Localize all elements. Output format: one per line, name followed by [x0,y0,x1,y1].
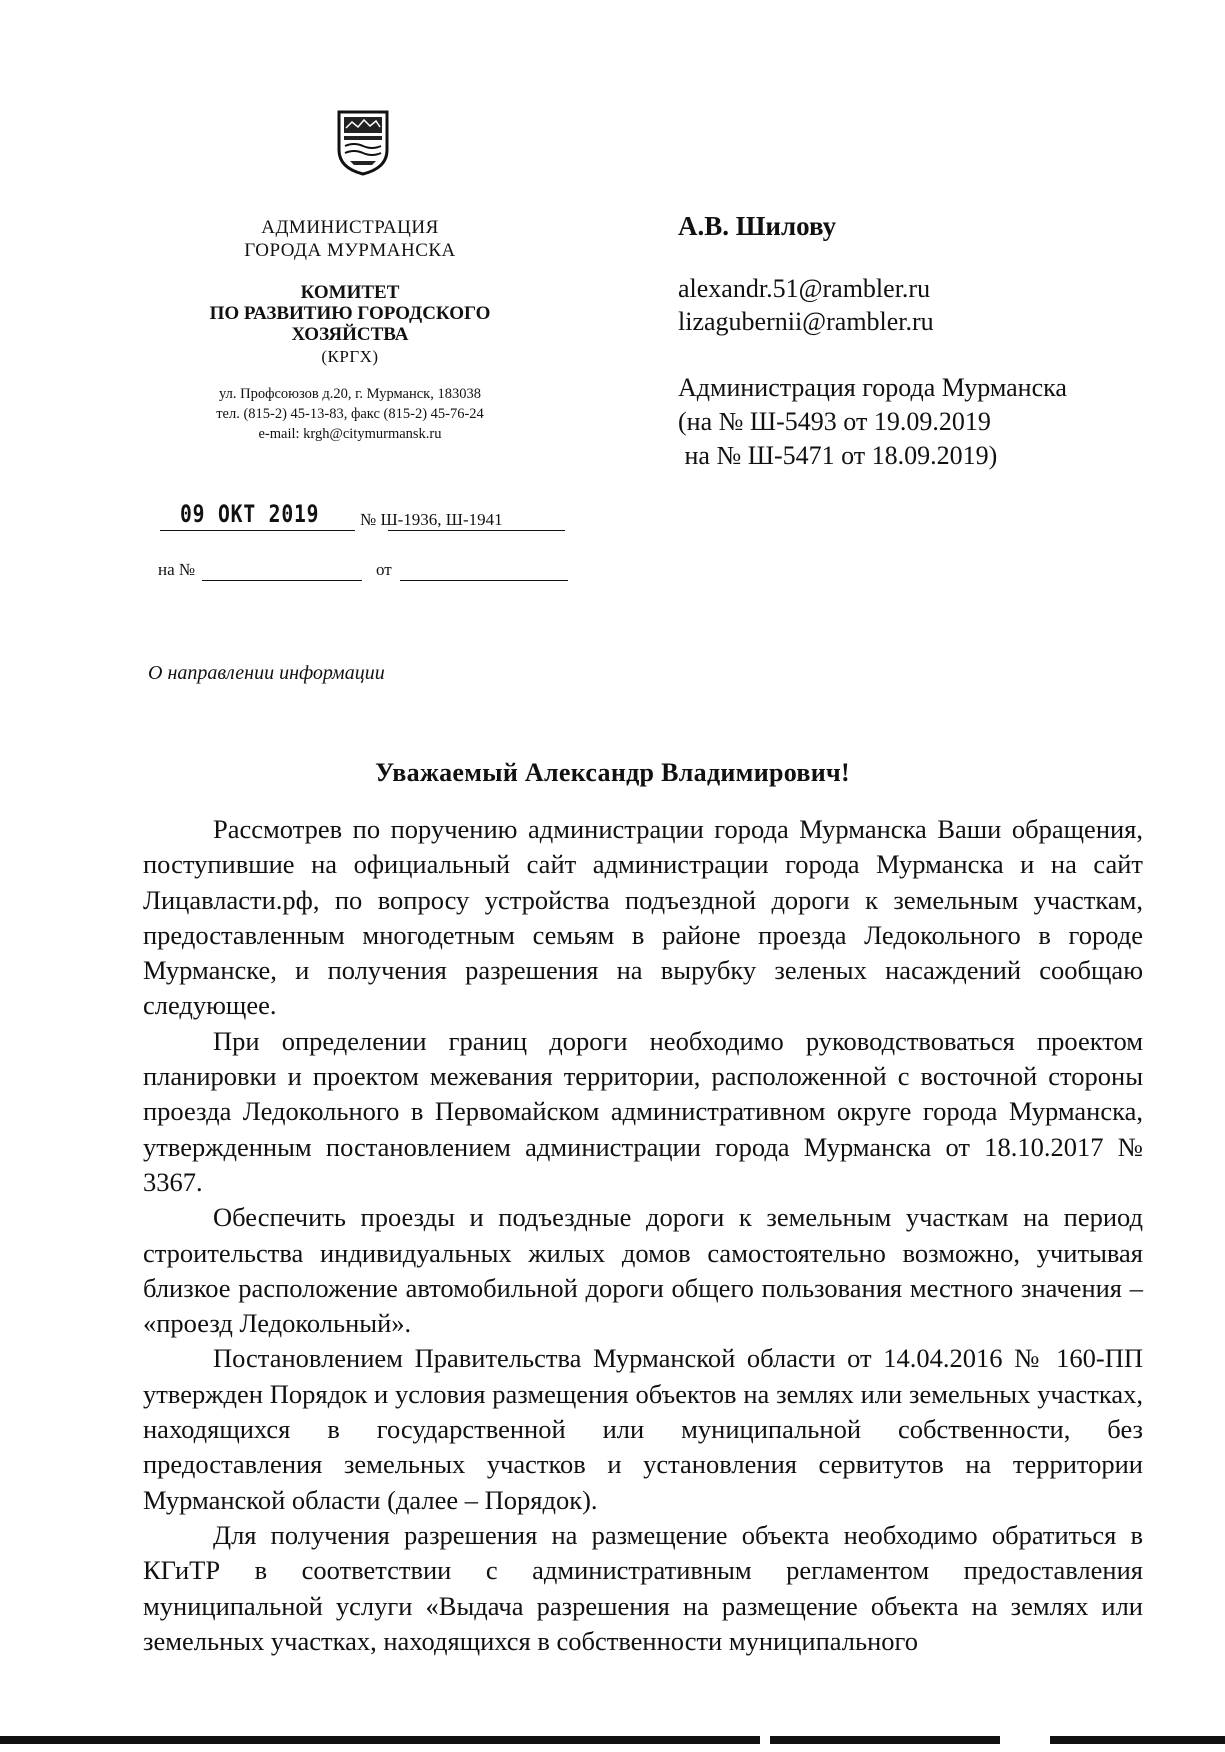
recipient-reference-1: (на № Ш-5493 от 19.09.2019 [678,407,991,436]
committee-abbreviation: (КРГХ) [321,347,379,366]
coat-of-arms-icon [336,106,390,176]
reference-number-label: на № [158,560,196,579]
reference-number-blank [202,580,362,581]
scan-edge-line [770,1736,1000,1744]
recipient-email-2: lizagubernii@rambler.ru [678,307,934,336]
body-paragraph: При определении границ дороги необходимо руководствоваться проектом планировки и проектом межевания территории, расположенной с восточной стороны проезда Ледокольного в Первомайском административном округе города Мурманска, утвержденным постановлением администрации города Мурманска от 18.10.2017 № 3367. [143,1025,1143,1197]
recipient-organization: Администрация города Мурманска [678,373,1067,402]
admin-line-1: АДМИНИСТРАЦИЯ [261,217,439,238]
committee-line-3: ХОЗЯЙСТВА [291,324,409,345]
sender-phone: тел. (815-2) 45-13-83, факс (815-2) 45-76-24 [216,406,484,422]
recipient-email-1: alexandr.51@rambler.ru [678,274,931,303]
body-paragraph: Постановлением Правительства Мурманской области от 14.04.2016 № 160-ПП утвержден Порядок и условия размещения объектов на землях или земельных участках, находящихся в государственной или муниципальной собственности, без предоставления земельных участков и установления сервитутов на территории Мурманской области (далее – Порядок). [143,1343,1143,1515]
scan-edge-line [1050,1736,1225,1744]
body-paragraph: Обеспечить проезды и подъездные дороги к земельным участкам на период строительства индивидуальных жилых домов самостоятельно возможно, учитывая близкое расположение автомобильной дороги общего пользования местного значения – «проезд Ледокольный». [143,1202,1143,1339]
letter-subject: О направлении информации [148,662,385,684]
reference-date-blank [400,580,568,581]
number-prefix: № [360,510,377,529]
registration-number: Ш-1936, Ш-1941 [380,510,503,529]
recipient-block [678,210,1158,473]
body-paragraph: Рассмотрев по поручению администрации города Мурманска Ваши обращения, поступившие на официальный сайт администрации города Мурманска и на сайт Лицавласти.рф, по вопросу устройства подъездной дороги к земельным участкам, предоставленным многодетным семьям в районе проезда Ледокольного в городе Мурманске, и получения разрешения на вырубку зеленых насаждений сообщаю следующее. [143,814,1143,1021]
number-label [360,510,503,530]
reference-date-label: от [376,560,392,579]
sender-address: ул. Профсоюзов д.20, г. Мурманск, 183038 [219,386,481,402]
reference-line [158,560,568,584]
sender-email: e-mail: krgh@citymurmansk.ru [258,426,442,442]
committee-line-1: КОМИТЕТ [300,282,400,303]
salutation: Уважаемый Александр Владимирович! [375,758,850,787]
number-underline [388,530,565,531]
admin-line-2: ГОРОДА МУРМАНСКА [244,240,456,261]
body-paragraph: Для получения разрешения на размещение объекта необходимо обратиться в КГиТР в соответствии с административным регламентом предоставления муниципальной услуги «Выдача разрешения на размещение объекта на землях или земельных участках, находящихся в собственности муниципального [143,1519,1143,1656]
letter-body [143,812,1143,1659]
registration-line [160,500,565,534]
date-stamp: 09 ОКТ 2019 [180,500,320,528]
recipient-name: А.В. Шилову [678,211,837,241]
committee-line-2: ПО РАЗВИТИЮ ГОРОДСКОГО [209,303,491,324]
sender-letterhead [150,216,550,444]
scan-edge-line [0,1736,760,1744]
date-underline [160,530,355,531]
recipient-reference-2: на № Ш-5471 от 18.09.2019) [678,441,998,470]
